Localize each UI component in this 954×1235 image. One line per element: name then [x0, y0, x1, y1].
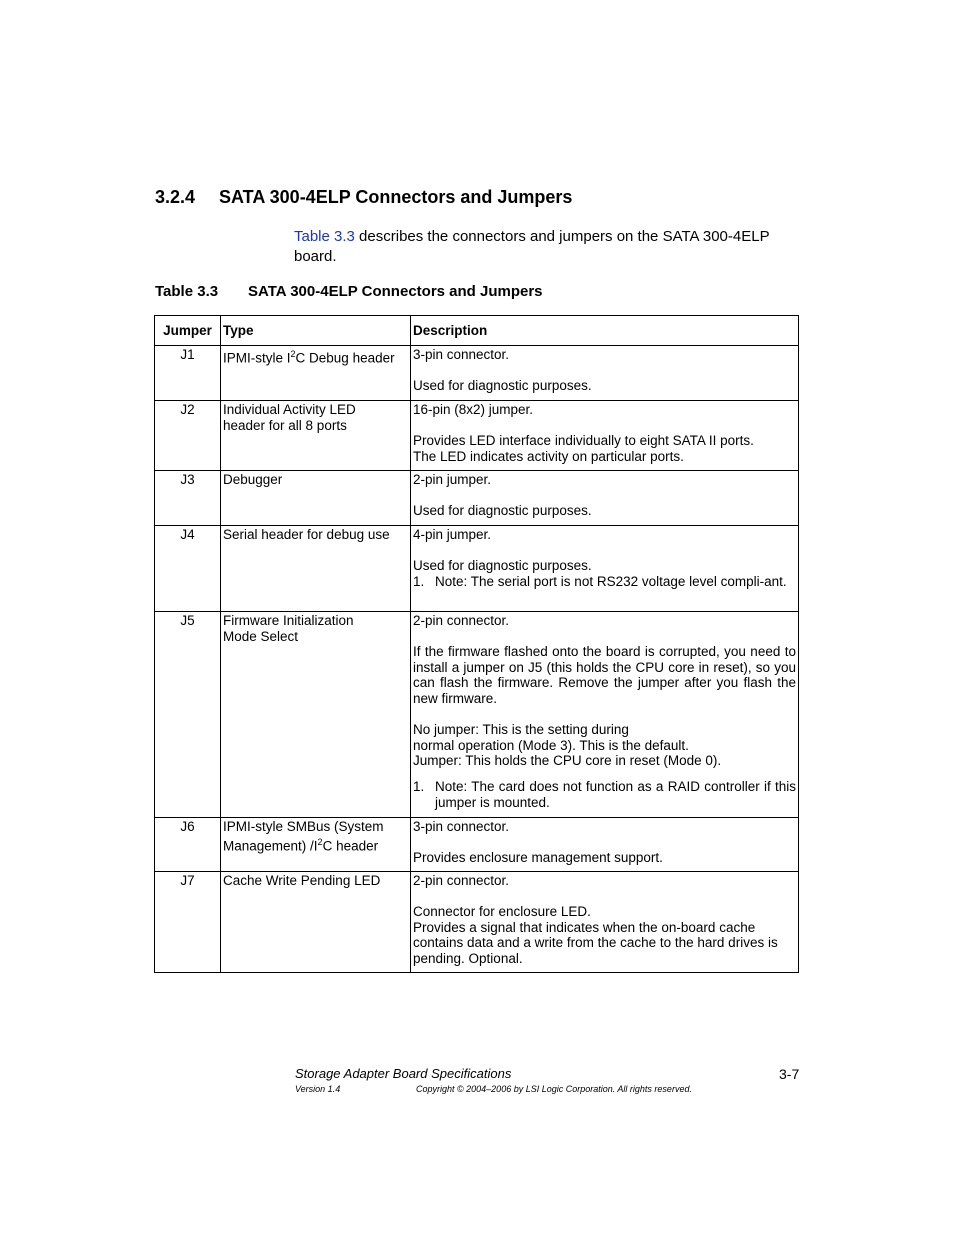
description-first-line: 2-pin jumper.	[413, 472, 492, 487]
jumper-cell: J1	[155, 346, 221, 401]
description-paragraph: Provides enclosure management support.	[413, 850, 663, 866]
jumper-cell: J6	[155, 818, 221, 872]
type-cell	[221, 346, 411, 401]
intro-text: describes the connectors and jumpers on the SATA 300-4ELP board.	[294, 228, 770, 265]
note-number: 1.	[413, 778, 425, 794]
header-type: Type	[221, 316, 411, 346]
table-row	[155, 471, 799, 526]
footer-copyright: Copyright © 2004–2006 by LSI Logic Corporation. All rights reserved.	[416, 1084, 692, 1094]
type-cell: Debugger	[221, 471, 411, 526]
description-paragraph: If the firmware flashed onto the board is corrupted, you need to install a jumper on J5 (this holds the CPU core in reset), so you can flash the firmware. Remove the jumper after you flash the new firmware.	[413, 644, 796, 706]
type-cell: Firmware Initialization Mode Select	[221, 612, 411, 818]
jumper-cell: J3	[155, 471, 221, 526]
intro-paragraph	[294, 227, 799, 267]
table-row	[155, 346, 799, 401]
description-first-line: 4-pin jumper.	[413, 527, 492, 542]
type-text-suffix: C header	[322, 838, 379, 854]
jumper-cell: J5	[155, 612, 221, 818]
table-caption-number: Table 3.3	[155, 283, 219, 300]
note-number: 1.	[413, 573, 425, 589]
description-cell	[411, 526, 799, 612]
type-superscript: 2	[290, 349, 296, 359]
note-item	[413, 779, 796, 810]
description-cell	[411, 346, 799, 401]
description-line: No jumper: This is the setting during	[413, 722, 629, 738]
jumper-cell: J7	[155, 872, 221, 973]
description-paragraph: Used for diagnostic purposes.	[413, 378, 592, 394]
type-text-suffix: C Debug header	[295, 350, 395, 366]
description-cell	[411, 401, 799, 471]
description-paragraph: Used for diagnostic purposes.	[413, 503, 592, 519]
table-reference-link[interactable]: Table 3.3	[294, 228, 355, 245]
note-text: Note: The card does not function as a RAID controller if this jumper is mounted.	[435, 778, 796, 810]
header-description: Description	[411, 316, 799, 346]
type-cell: Serial header for debug use	[221, 526, 411, 612]
type-superscript: 2	[317, 836, 323, 847]
description-line: Used for diagnostic purposes.	[413, 558, 592, 574]
description-first-line: 2-pin connector.	[413, 613, 510, 628]
description-line: Jumper: This holds the CPU core in reset (Mode 0).	[413, 753, 722, 769]
type-cell: Cache Write Pending LED	[221, 872, 411, 973]
table-row	[155, 526, 799, 612]
header-jumper: Jumper	[155, 316, 221, 346]
description-cell	[411, 471, 799, 526]
table-caption-title: SATA 300-4ELP Connectors and Jumpers	[248, 283, 543, 300]
table-row	[155, 401, 799, 471]
description-line: Connector for enclosure LED.	[413, 904, 591, 920]
description-first-line: 2-pin connector.	[413, 873, 510, 888]
description-line: normal operation (Mode 3). This is the default.	[413, 737, 689, 753]
page-number: 3-7	[779, 1066, 800, 1082]
description-first-line: 16-pin (8x2) jumper.	[413, 402, 534, 417]
note-item	[413, 574, 796, 590]
type-text: IPMI-style SMBus (System Management) /I	[223, 819, 384, 854]
type-cell: Individual Activity LED header for all 8 ports	[221, 401, 411, 471]
footer-version: Version 1.4	[295, 1084, 341, 1094]
footer-title: Storage Adapter Board Specifications	[295, 1066, 512, 1081]
table-row	[155, 612, 799, 818]
description-cell	[411, 612, 799, 818]
table-header-row	[155, 316, 799, 346]
table-row	[155, 872, 799, 973]
description-first-line: 3-pin connector.	[413, 347, 510, 362]
type-cell	[221, 818, 411, 872]
description-cell	[411, 818, 799, 872]
description-paragraph: Provides LED interface individually to eight SATA II ports. The LED indicates activity on particular ports.	[413, 433, 754, 464]
description-paragraph: Provides a signal that indicates when the on-board cache contains data and a write from the cache to the hard drives is pending. Optional.	[413, 919, 778, 966]
description-block	[413, 904, 796, 966]
table-row	[155, 818, 799, 872]
type-text: IPMI-style I	[223, 350, 291, 366]
description-first-line: 3-pin connector.	[413, 819, 510, 834]
description-cell	[411, 872, 799, 973]
jumper-cell: J2	[155, 401, 221, 471]
jumper-cell: J4	[155, 526, 221, 612]
description-block	[413, 558, 796, 589]
note-text: Note: The serial port is not RS232 voltage level compli-ant.	[435, 573, 787, 589]
table-caption	[155, 283, 543, 300]
section-heading	[155, 187, 572, 208]
section-title: SATA 300-4ELP Connectors and Jumpers	[219, 187, 573, 207]
section-number: 3.2.4	[155, 187, 196, 207]
connectors-jumpers-table	[154, 315, 799, 973]
description-settings	[413, 722, 796, 769]
